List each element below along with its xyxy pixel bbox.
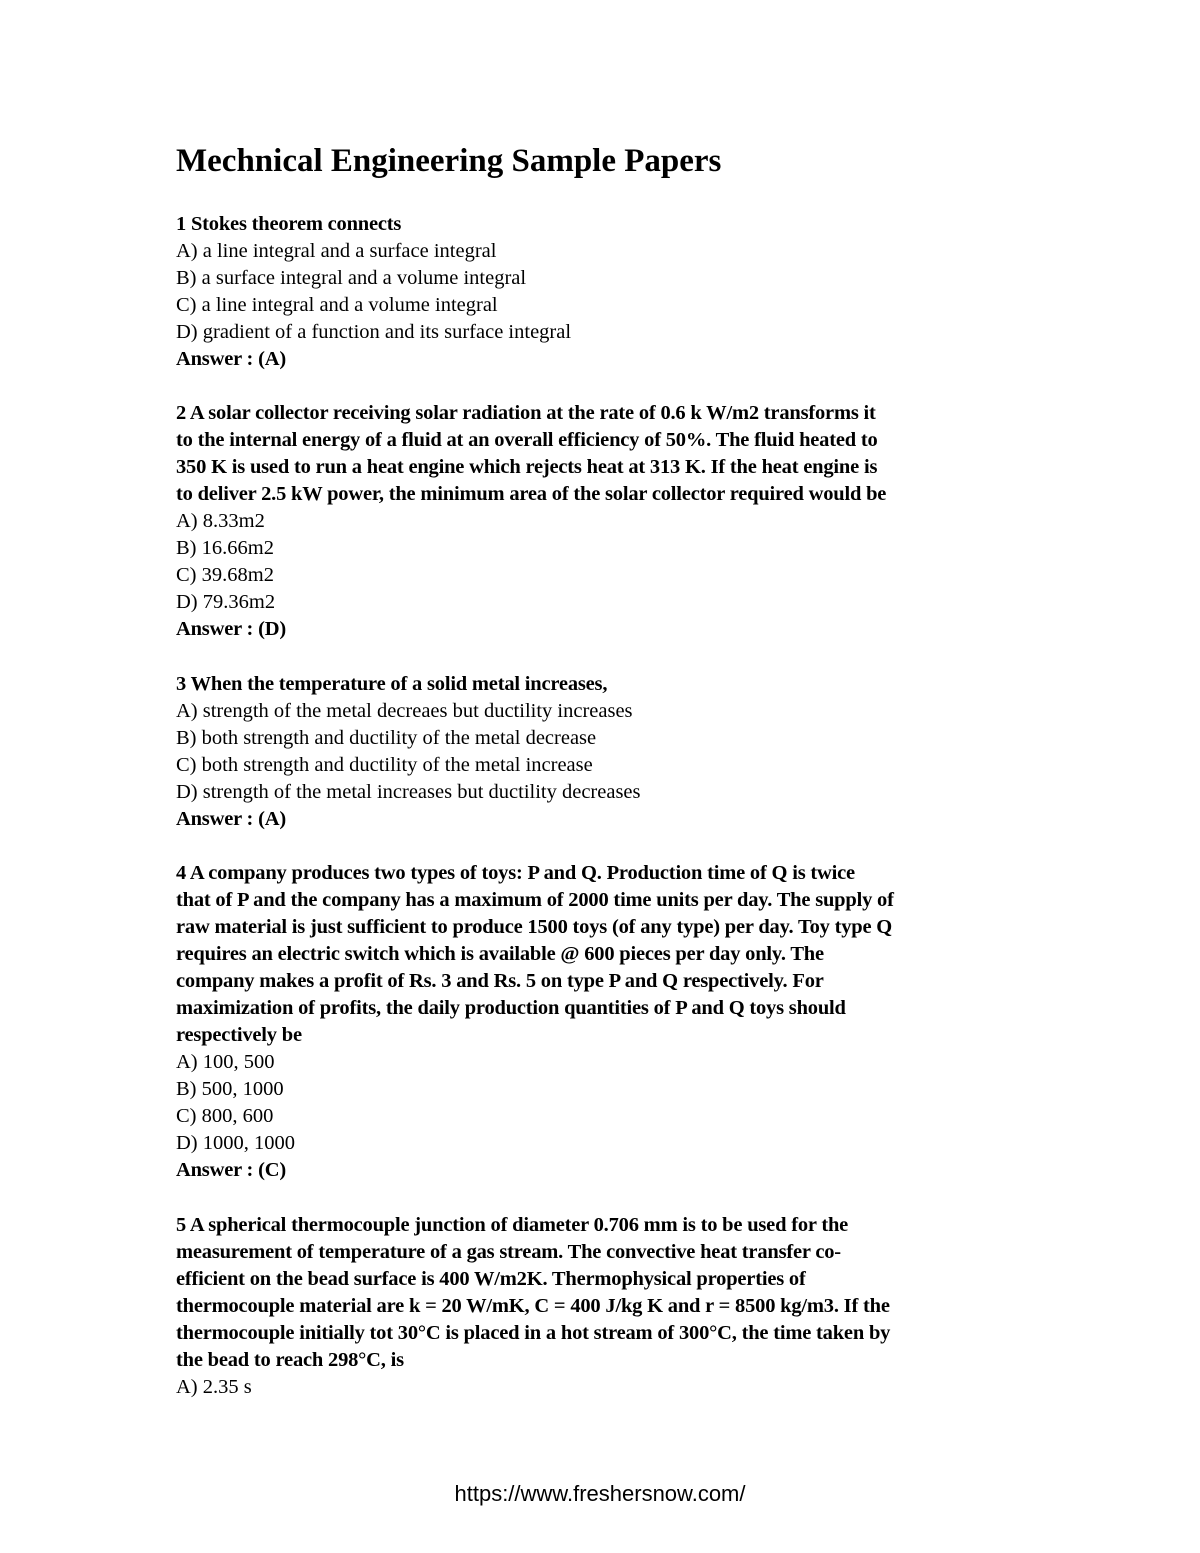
answer-key: Answer : (C)	[176, 1159, 286, 1181]
question-2	[176, 400, 1046, 643]
question-text-line: raw material is just sufficient to produce 1500 toys (of any type) per day. Toy type Q	[176, 916, 893, 938]
answer-option: C) both strength and ductility of the metal increase	[176, 754, 593, 776]
question-text-line: 5 A spherical thermocouple junction of diameter 0.706 mm is to be used for the	[176, 1214, 849, 1236]
question-text-line: company makes a profit of Rs. 3 and Rs. 5 on type P and Q respectively. For	[176, 970, 824, 992]
question-1	[176, 211, 1046, 373]
question-text-line: 2 A solar collector receiving solar radiation at the rate of 0.6 k W/m2 transforms it	[176, 402, 876, 424]
answer-option: B) a surface integral and a volume integral	[176, 267, 527, 289]
question-5	[176, 1212, 1046, 1401]
question-text-line: 1 Stokes theorem connects	[176, 213, 402, 235]
question-text-line: 4 A company produces two types of toys: P and Q. Production time of Q is twice	[176, 862, 855, 884]
question-text-line: 350 K is used to run a heat engine which rejects heat at 313 K. If the heat engine is	[176, 456, 878, 478]
question-text-line: efficient on the bead surface is 400 W/m2K. Thermophysical properties of	[176, 1268, 806, 1290]
answer-option: A) 8.33m2	[176, 510, 265, 532]
question-text-line: to deliver 2.5 kW power, the minimum area of the solar collector required would be	[176, 483, 887, 505]
answer-option: D) 79.36m2	[176, 591, 276, 613]
answer-option: B) both strength and ductility of the metal decrease	[176, 727, 597, 749]
question-text-line: that of P and the company has a maximum of 2000 time units per day. The supply of	[176, 889, 894, 911]
answer-option: B) 16.66m2	[176, 537, 274, 559]
answer-option: C) 800, 600	[176, 1105, 274, 1127]
question-text-line: 3 When the temperature of a solid metal increases,	[176, 673, 608, 695]
answer-option: A) strength of the metal decreaes but ductility increases	[176, 700, 633, 722]
answer-option: C) 39.68m2	[176, 564, 274, 586]
answer-option: B) 500, 1000	[176, 1078, 284, 1100]
question-text-line: maximization of profits, the daily production quantities of P and Q toys should	[176, 997, 846, 1019]
question-3	[176, 671, 1046, 833]
answer-option: C) a line integral and a volume integral	[176, 294, 498, 316]
footer-url[interactable]: https://www.freshersnow.com/	[454, 1481, 746, 1506]
answer-option: A) 2.35 s	[176, 1376, 252, 1398]
question-text-line: respectively be	[176, 1024, 302, 1046]
question-text-line: measurement of temperature of a gas stream. The convective heat transfer co-	[176, 1241, 841, 1263]
question-text-line: requires an electric switch which is available @ 600 pieces per day only. The	[176, 943, 824, 965]
answer-option: D) gradient of a function and its surface integral	[176, 321, 572, 343]
answer-option: A) 100, 500	[176, 1051, 275, 1073]
question-text-line: thermocouple material are k = 20 W/mK, C = 400 J/kg K and r = 8500 kg/m3. If the	[176, 1295, 890, 1317]
answer-option: A) a line integral and a surface integral	[176, 240, 497, 262]
answer-key: Answer : (D)	[176, 618, 286, 640]
question-4	[176, 860, 1046, 1184]
answer-key: Answer : (A)	[176, 808, 286, 830]
page-title: Mechnical Engineering Sample Papers	[176, 143, 722, 179]
answer-option: D) 1000, 1000	[176, 1132, 296, 1154]
answer-option: D) strength of the metal increases but ductility decreases	[176, 781, 641, 803]
answer-key: Answer : (A)	[176, 348, 286, 370]
question-text-line: the bead to reach 298°C, is	[176, 1349, 404, 1371]
question-text-line: to the internal energy of a fluid at an overall efficiency of 50%. The fluid heated to	[176, 429, 878, 451]
question-text-line: thermocouple initially tot 30°C is placed in a hot stream of 300°C, the time taken by	[176, 1322, 891, 1344]
